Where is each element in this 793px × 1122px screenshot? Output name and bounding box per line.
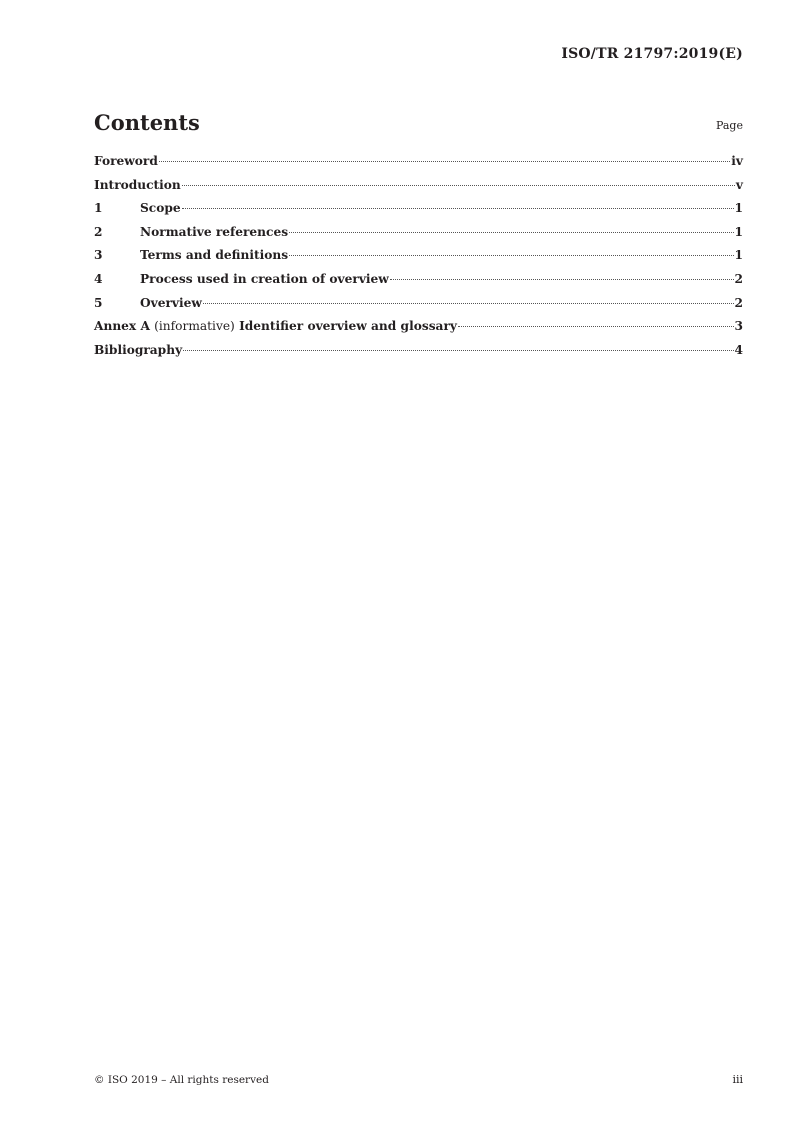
toc-entry-title: Foreword [94, 154, 158, 168]
document-id-header: ISO/TR 21797:2019(E) [561, 46, 743, 62]
toc-entry-number: 2 [94, 224, 103, 239]
toc-entry-page: v [735, 177, 743, 192]
toc-leader-dots [183, 350, 733, 351]
page-number: iii [732, 1073, 743, 1086]
toc-entry-page: 3 [734, 319, 743, 334]
toc-entry-number: 5 [94, 295, 103, 310]
toc-entry-page: 2 [734, 271, 743, 286]
toc-entry-introduction[interactable] [94, 178, 743, 202]
toc-entry-page: 1 [734, 248, 743, 263]
toc-entry-title: Overview [140, 295, 202, 310]
toc-leader-dots [289, 255, 733, 256]
toc-entry-terms-and-definitions[interactable] [94, 248, 743, 272]
toc-entry-page: 2 [734, 295, 743, 310]
toc-entry-number: 4 [94, 271, 103, 286]
toc-entry-title [94, 319, 457, 333]
toc-entry-page: 1 [734, 224, 743, 239]
toc-entry-number: 3 [94, 248, 103, 263]
toc-entry-page: 1 [734, 201, 743, 216]
toc-entry-annex-a[interactable] [94, 319, 743, 343]
toc-entry-bibliography[interactable] [94, 343, 743, 367]
toc-entry-scope[interactable] [94, 201, 743, 225]
toc-leader-dots [159, 161, 730, 162]
toc-entry-title: Process used in creation of overview [140, 271, 389, 286]
toc-leader-dots [203, 303, 734, 304]
toc-leader-dots [458, 326, 734, 327]
page-column-label: Page [715, 119, 743, 132]
toc-entry-process[interactable] [94, 272, 743, 296]
toc-entry-number: 1 [94, 201, 103, 216]
toc-entry-title: Scope [140, 201, 181, 216]
annex-label: Annex A [94, 319, 150, 334]
toc-entry-title: Normative references [140, 224, 289, 239]
annex-informative-note: (informative) [154, 319, 235, 334]
table-of-contents [94, 154, 743, 366]
toc-leader-dots [390, 279, 734, 280]
annex-title: Identifier overview and glossary [239, 319, 457, 334]
toc-leader-dots [182, 185, 735, 186]
contents-title-row [94, 110, 743, 140]
toc-entry-page: iv [731, 154, 743, 168]
toc-entry-page: 4 [734, 342, 743, 357]
toc-entry-title: Introduction [94, 177, 181, 192]
copyright-notice: © ISO 2019 – All rights reserved [94, 1074, 269, 1086]
toc-entry-title: Bibliography [94, 342, 183, 357]
toc-entry-title: Terms and definitions [140, 248, 289, 263]
toc-entry-foreword[interactable] [94, 154, 743, 178]
contents-title: Contents [94, 110, 200, 135]
toc-entry-normative-references[interactable] [94, 225, 743, 249]
toc-entry-overview[interactable] [94, 296, 743, 320]
toc-leader-dots [289, 232, 733, 233]
toc-leader-dots [182, 208, 734, 209]
